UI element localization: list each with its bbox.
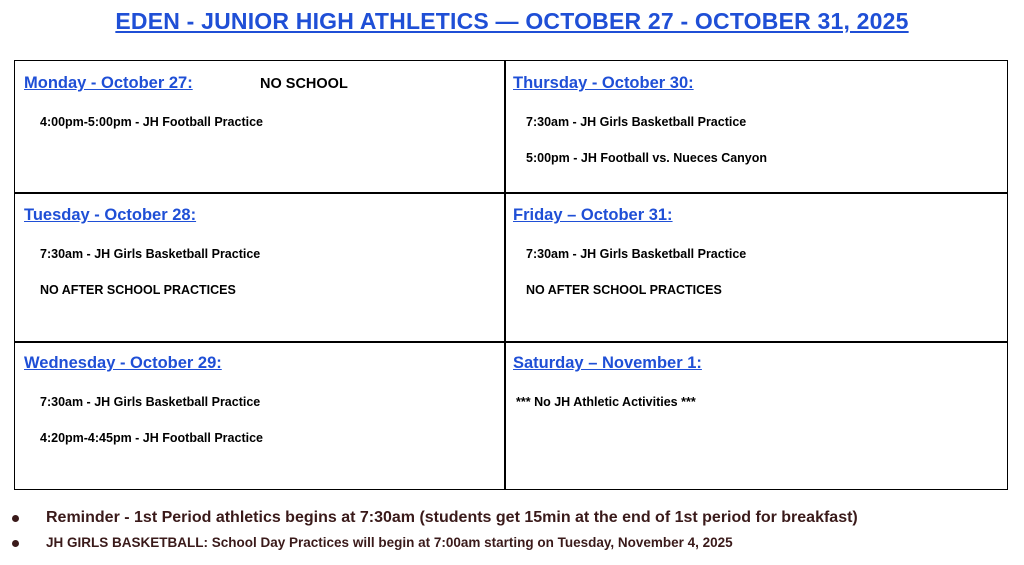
reminder-text: JH GIRLS BASKETBALL: School Day Practices will begin at 7:00am starting on Tuesday, November 4, 2025	[46, 535, 733, 550]
schedule-item: 7:30am - JH Girls Basketball Practice	[526, 115, 747, 129]
schedule-item: 7:30am - JH Girls Basketball Practice	[40, 395, 261, 409]
day-cell-thursday	[505, 61, 1008, 192]
schedule-item: 5:00pm - JH Football vs. Nueces Canyon	[526, 151, 768, 165]
bullet-icon	[12, 515, 19, 522]
schedule-item: NO AFTER SCHOOL PRACTICES	[40, 283, 236, 297]
day-heading: Friday – October 31:	[513, 206, 673, 224]
day-heading: Wednesday - October 29:	[24, 354, 222, 372]
schedule-item: 4:20pm-4:45pm - JH Football Practice	[40, 431, 263, 445]
bullet-icon	[12, 540, 19, 547]
schedule-grid	[14, 60, 1008, 490]
reminder-text: Reminder - 1st Period athletics begins at 7:30am (students get 15min at the end of 1st period for breakfast)	[46, 509, 858, 526]
day-cell-wednesday	[15, 342, 504, 489]
day-heading: Saturday – November 1:	[513, 354, 702, 372]
day-cell-monday	[15, 61, 504, 192]
day-heading: Monday - October 27:	[24, 74, 193, 92]
day-cell-tuesday	[15, 193, 504, 341]
day-cell-friday	[505, 193, 1008, 341]
schedule-item: 7:30am - JH Girls Basketball Practice	[526, 247, 747, 261]
schedule-item: 7:30am - JH Girls Basketball Practice	[40, 247, 261, 261]
day-note: NO SCHOOL	[260, 76, 348, 92]
schedule-item: *** No JH Athletic Activities ***	[516, 395, 696, 409]
schedule-item: 4:00pm-5:00pm - JH Football Practice	[40, 115, 263, 129]
day-heading: Thursday - October 30:	[513, 74, 694, 92]
day-heading: Tuesday - October 28:	[24, 206, 197, 224]
day-cell-saturday	[505, 342, 1008, 489]
page-title: EDEN - JUNIOR HIGH ATHLETICS — OCTOBER 27 - OCTOBER 31, 2025	[115, 8, 909, 34]
schedule-item: NO AFTER SCHOOL PRACTICES	[526, 283, 722, 297]
